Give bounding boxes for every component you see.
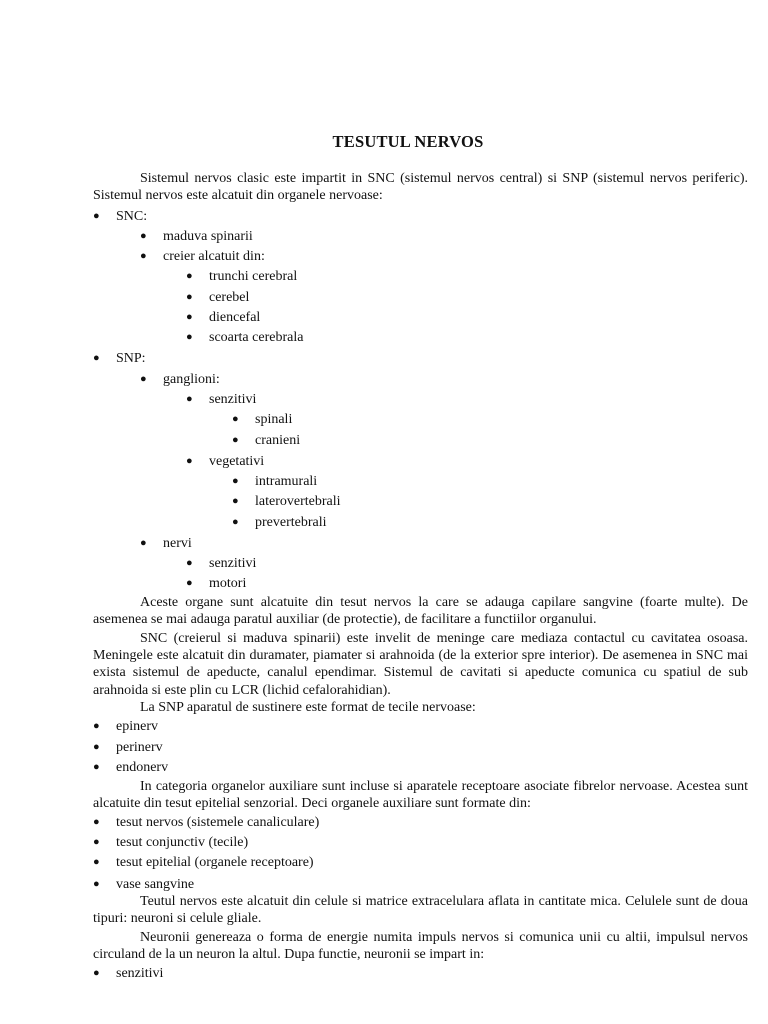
list-item: ● motori	[186, 576, 247, 591]
list-item: ● spinali	[232, 412, 293, 427]
list-item: ● diencefal	[186, 310, 261, 325]
bullet-icon: ●	[93, 836, 100, 848]
bullet-icon: ●	[186, 557, 193, 569]
bullet-icon: ●	[186, 270, 193, 282]
list-item: ● endonerv	[93, 760, 169, 775]
list-item: ● cerebel	[186, 290, 250, 305]
bullet-icon: ●	[232, 516, 239, 528]
list-item: ● laterovertebrali	[232, 494, 341, 509]
bullet-icon: ●	[140, 230, 147, 242]
bullet-icon: ●	[232, 495, 239, 507]
bullet-icon: ●	[93, 856, 100, 868]
list-item: ● tesut conjunctiv (tecile)	[93, 835, 249, 850]
paragraph-intro: Sistemul nervos clasic este impartit in SNC (sistemul nervos central) si SNP (sistemul nervos periferic). Sistemul nervos este alcatuit din organele nervoase:	[93, 171, 748, 204]
list-item: ● prevertebrali	[232, 515, 327, 530]
list-item: ● SNC:	[93, 209, 148, 224]
bullet-icon: ●	[232, 475, 239, 487]
bullet-icon: ●	[140, 250, 147, 262]
bullet-icon: ●	[186, 311, 193, 323]
bullet-icon: ●	[93, 352, 100, 364]
paragraph-auxiliare: In categoria organelor auxiliare sunt incluse si aparatele receptoare asociate fibrelor nervoase. Acestea sunt alcatuite din tesut epitelial senzorial. Deci organele auxiliare sunt formate din:	[93, 779, 748, 812]
list-item: ● senzitivi	[93, 966, 164, 981]
bullet-icon: ●	[186, 291, 193, 303]
bullet-icon: ●	[232, 413, 239, 425]
document-title: TESUTUL NERVOS	[332, 132, 484, 151]
paragraph-snc: SNC (creierul si maduva spinarii) este invelit de meninge care mediaza contactul cu cavitatea osoasa. Meningele este alcatuit din duramater, piamater si arahnoida (de la exterior spre interior). De asemenea in SNC mai exista sistemul de apeducte, canalul ependimar. Sistemul de cavitati si apeducte comunica cu spatiul de sub arahnoida si este plin cu LCR (lichid cefalorahidian).	[93, 631, 748, 698]
list-item: ● vegetativi	[186, 454, 265, 469]
list-item: ● maduva spinarii	[140, 229, 253, 244]
list-item: ● tesut epitelial (organele receptoare)	[93, 855, 314, 870]
paragraph-snp: La SNP aparatul de sustinere este format de tecile nervoase:	[140, 700, 476, 715]
list-item: ● nervi	[140, 536, 192, 551]
list-item: ● creier alcatuit din:	[140, 249, 265, 264]
bullet-icon: ●	[93, 967, 100, 979]
bullet-icon: ●	[93, 816, 100, 828]
list-item: ● senzitivi	[186, 392, 257, 407]
list-item: ● cranieni	[232, 433, 301, 448]
bullet-icon: ●	[93, 210, 100, 222]
bullet-icon: ●	[93, 878, 100, 890]
list-item: ● intramurali	[232, 474, 318, 489]
bullet-icon: ●	[140, 373, 147, 385]
list-item: ● trunchi cerebral	[186, 269, 298, 284]
list-item: ● vase sangvine	[93, 877, 195, 892]
bullet-icon: ●	[186, 455, 193, 467]
bullet-icon: ●	[186, 331, 193, 343]
paragraph-tesut: Teutul nervos este alcatuit din celule si matrice extracelulara aflata in cantitate mica. Celulele sunt de doua tipuri: neuroni si celule gliale.	[93, 894, 748, 927]
list-item: ● SNP:	[93, 351, 146, 366]
list-item: ● tesut nervos (sistemele canaliculare)	[93, 815, 320, 830]
list-item: ● scoarta cerebrala	[186, 330, 304, 345]
list-item: ● perinerv	[93, 740, 163, 755]
bullet-icon: ●	[93, 741, 100, 753]
bullet-icon: ●	[186, 577, 193, 589]
list-item: ● ganglioni:	[140, 372, 220, 387]
paragraph-organe: Aceste organe sunt alcatuite din tesut nervos la care se adauga capilare sangvine (foarte multe). De asemenea se mai adauga paratul auxiliar (de protectie), de facilitare a functiilor organului.	[93, 595, 748, 628]
bullet-icon: ●	[232, 434, 239, 446]
bullet-icon: ●	[140, 537, 147, 549]
bullet-icon: ●	[93, 720, 100, 732]
paragraph-neuroni: Neuronii genereaza o forma de energie numita impuls nervos si comunica unii cu altii, impulsul nervos circuland de la un neuron la altul. Dupa functie, neuronii se impart in:	[93, 930, 748, 963]
list-item: ● senzitivi	[186, 556, 257, 571]
bullet-icon: ●	[186, 393, 193, 405]
list-item: ● epinerv	[93, 719, 158, 734]
bullet-icon: ●	[93, 761, 100, 773]
